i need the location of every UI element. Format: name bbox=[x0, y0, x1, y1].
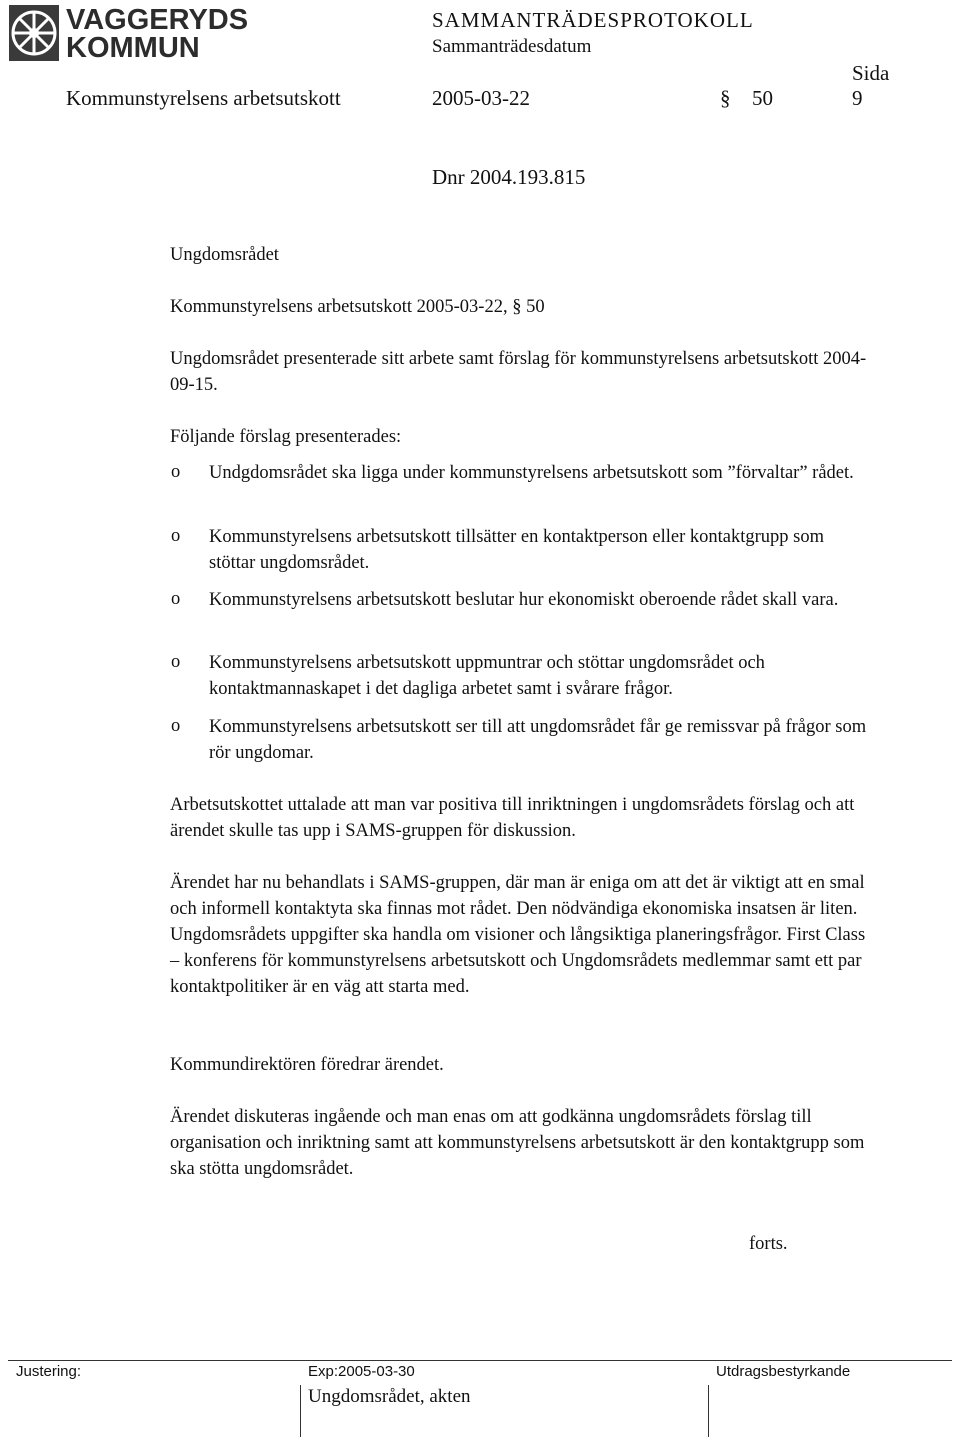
expedition-date: Exp:2005-03-30 bbox=[308, 1363, 415, 1380]
bullet-marker: o bbox=[171, 716, 181, 736]
crest-wheel-icon bbox=[8, 4, 60, 62]
footer-divider bbox=[8, 1360, 952, 1361]
section-number: 50 bbox=[752, 86, 773, 110]
page-number: 9 bbox=[852, 86, 863, 110]
list-item: Kommunstyrelsens arbetsutskott beslutar hur ekonomiskt oberoende rådet skall vara. bbox=[209, 590, 839, 610]
protocol-title: SAMMANTRÄDESPROTOKOLL bbox=[432, 8, 754, 32]
section-symbol: § bbox=[720, 86, 731, 110]
list-item: Kommunstyrelsens arbetsutskott tillsätter en kontaktperson eller kontaktgrupp som stöttar ungdomsrådet. bbox=[209, 527, 825, 573]
reference-line: Kommunstyrelsens arbetsutskott 2005-03-22, § 50 bbox=[170, 297, 545, 317]
municipality-logo bbox=[8, 2, 249, 66]
paragraph: Ärendet har nu behandlats i SAMS-gruppen, där man är eniga om att det är viktigt att en smal och informell kontaktyta ska finnas mot rådet. Den nödvändiga ekonomiska insatsen är liten. Ungdomsrådets uppgifter ska handla om visioner och långsiktiga planeringsfrågor. First Class – konferens för kommunstyrelsens arbetsutskott och Ungdomsrådets medlemmar samt ett par kontaktpolitiker är en väg att starta med. bbox=[170, 873, 866, 997]
continued-marker: forts. bbox=[749, 1234, 788, 1254]
page-label: Sida bbox=[852, 61, 890, 85]
paragraph: Arbetsutskottet uttalade att man var positiva till inriktningen i ungdomsrådets förslag och att ärendet skulle tas upp i SAMS-gruppen för diskussion. bbox=[170, 795, 855, 841]
bullet-marker: o bbox=[171, 462, 181, 482]
list-item: Kommunstyrelsens arbetsutskott uppmuntrar och stöttar ungdomsrådet och kontaktmannaskapet i det dagliga arbetet samt i svårare frågor. bbox=[209, 653, 765, 699]
paragraph: Kommundirektören föredrar ärendet. bbox=[170, 1055, 444, 1075]
proposals-intro: Följande förslag presenterades: bbox=[170, 427, 402, 447]
bullet-marker: o bbox=[171, 526, 181, 546]
justering-label: Justering: bbox=[16, 1363, 82, 1380]
meeting-date-label: Sammanträdesdatum bbox=[432, 36, 592, 57]
footer-divider-left bbox=[300, 1385, 301, 1437]
list-item: Undgdomsrådet ska ligga under kommunstyrelsens arbetsutskott som ”förvaltar” rådet. bbox=[209, 463, 854, 483]
case-number: Dnr 2004.193.815 bbox=[432, 165, 586, 189]
committee-name: Kommunstyrelsens arbetsutskott bbox=[66, 86, 341, 110]
meeting-date: 2005-03-22 bbox=[432, 86, 530, 110]
bullet-marker: o bbox=[171, 652, 181, 672]
bullet-marker: o bbox=[171, 589, 181, 609]
paragraph: Ärendet diskuteras ingående och man enas om att godkänna ungdomsrådets förslag till organisation och inriktning samt att kommunstyrelsens arbetsutskott är den kontaktgrupp som ska stötta ungdomsrådet. bbox=[170, 1107, 865, 1179]
section-heading: Ungdomsrådet bbox=[170, 245, 279, 265]
logo-line-1: VAGGERYDS bbox=[66, 4, 249, 36]
distribution-recipient: Ungdomsrådet, akten bbox=[308, 1386, 471, 1407]
intro-paragraph: Ungdomsrådet presenterade sitt arbete samt förslag för kommunstyrelsens arbetsutskott 2004-09-15. bbox=[170, 349, 867, 395]
list-item: Kommunstyrelsens arbetsutskott ser till att ungdomsrådet får ge remissvar på frågor som rör ungdomar. bbox=[209, 717, 867, 763]
logo-line-2: KOMMUN bbox=[66, 32, 200, 64]
utdrag-label: Utdragsbestyrkande bbox=[716, 1363, 851, 1380]
footer-divider-right bbox=[708, 1385, 709, 1437]
